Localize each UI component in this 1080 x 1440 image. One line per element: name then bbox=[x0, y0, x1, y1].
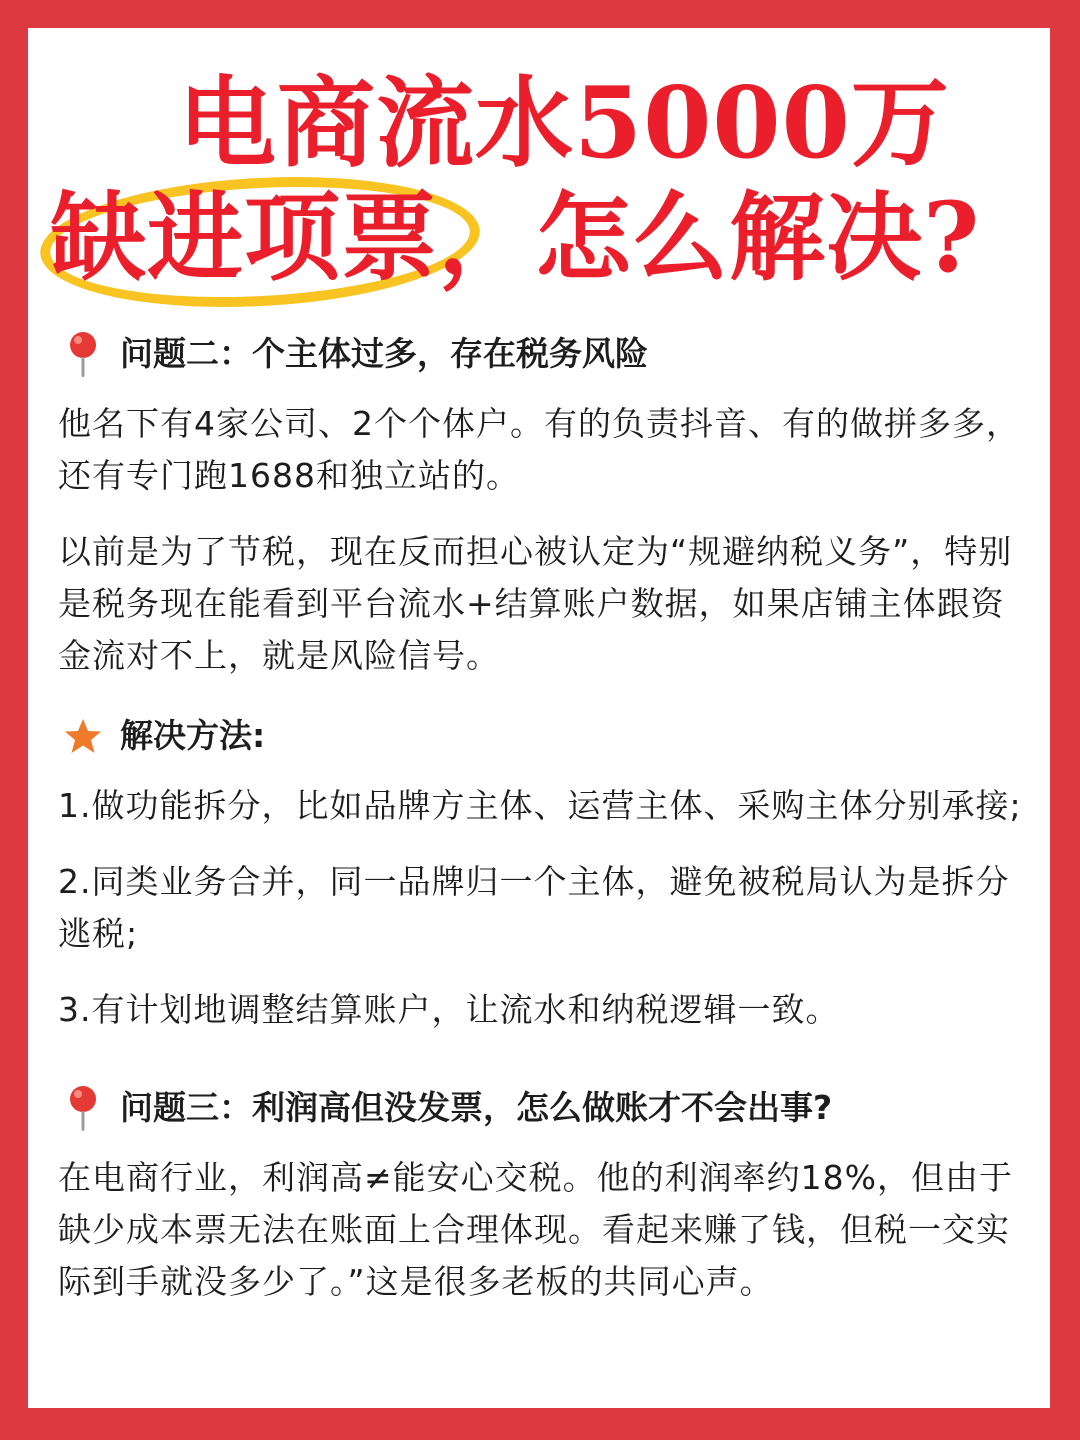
section-3-heading-text: 问题三：利润高但没发票，怎么做账才不会出事? bbox=[120, 1088, 833, 1127]
solution-heading-text: 解决方法: bbox=[120, 716, 266, 755]
title-line-2: 缺进项票，怎么解决? bbox=[50, 181, 981, 294]
section-3-para-1: 在电商行业，利润高≠能安心交税。他的利润率约18%，但由于缺少成本票无法在账面上合理体现。看起来赚了钱，但税一交实际到手就没多少了。”这是很多老板的共同心声。 bbox=[58, 1158, 1013, 1301]
pin-icon bbox=[58, 1083, 108, 1133]
pin-icon bbox=[58, 329, 108, 379]
section-3-heading bbox=[58, 1078, 1028, 1138]
solution-item: 3.有计划地调整结算账户，让流水和纳税逻辑一致。 bbox=[58, 990, 840, 1029]
title-line-1: 电商流水5000万 bbox=[178, 66, 950, 181]
content-card bbox=[28, 28, 1050, 1408]
section-2-para-2: 以前是为了节税，现在反而担心被认定为“规避纳税义务”，特别是税务现在能看到平台流水+结算账户数据，如果店铺主体跟资金流对不上，就是风险信号。 bbox=[58, 532, 1013, 675]
section-2-heading-text: 问题二：个主体过多，存在税务风险 bbox=[120, 334, 648, 373]
star-icon bbox=[58, 711, 108, 761]
section-2-para-1: 他名下有4家公司、2个个体户。有的负责抖音、有的做拼多多，还有专门跑1688和独立站的。 bbox=[58, 404, 1020, 495]
article-body bbox=[58, 324, 1028, 1308]
solution-item: 1.做功能拆分，比如品牌方主体、运营主体、采购主体分别承接; bbox=[58, 786, 1022, 825]
solution-item: 2.同类业务合并，同一品牌归一个主体，避免被税局认为是拆分逃税; bbox=[58, 862, 1010, 953]
solution-heading bbox=[58, 706, 1028, 766]
section-2-heading bbox=[58, 324, 1028, 384]
